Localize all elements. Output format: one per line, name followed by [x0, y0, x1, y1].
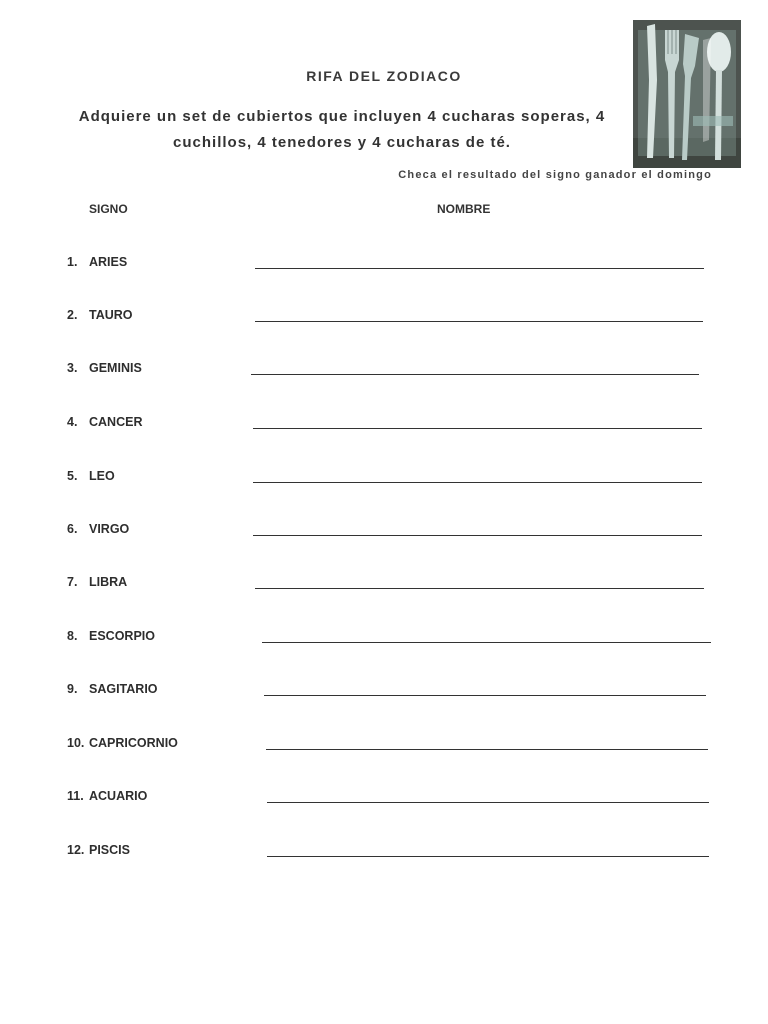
column-header-name: NOMBRE [437, 202, 491, 216]
row-number: 6. [67, 522, 78, 536]
row-number: 8. [67, 629, 78, 643]
name-line-tauro[interactable] [255, 321, 703, 322]
prize-description [62, 104, 622, 156]
sign-row-virgo [67, 522, 129, 536]
row-number: 4. [67, 415, 78, 429]
sign-label: CAPRICORNIO [89, 736, 178, 750]
prize-description-line-1: Adquiere un set de cubiertos que incluyen 4 cucharas soperas, 4 [78, 108, 606, 125]
name-line-sagitario[interactable] [264, 695, 706, 696]
name-line-aries[interactable] [255, 268, 704, 269]
sign-label: LIBRA [89, 575, 128, 589]
sign-label: ACUARIO [89, 789, 148, 803]
sign-label: SAGITARIO [89, 682, 158, 696]
sign-row-acuario [67, 789, 147, 803]
row-number: 9. [67, 682, 78, 696]
sign-row-sagitario [67, 682, 158, 696]
name-line-escorpio[interactable] [262, 642, 711, 643]
sign-row-cancer [67, 415, 142, 429]
sign-label: ESCORPIO [89, 629, 155, 643]
sign-row-libra [67, 575, 127, 589]
sign-row-aries [67, 255, 127, 269]
sign-row-leo [67, 469, 115, 483]
sign-row-escorpio [67, 629, 155, 643]
row-number: 11. [67, 789, 84, 803]
sign-row-geminis [67, 361, 142, 375]
sign-label: VIRGO [89, 522, 130, 536]
sign-row-tauro [67, 308, 133, 322]
name-line-virgo[interactable] [253, 535, 702, 536]
row-number: 7. [67, 575, 78, 589]
name-line-leo[interactable] [253, 482, 702, 483]
column-header-sign: SIGNO [89, 202, 128, 216]
cutlery-photo [633, 20, 741, 168]
cutlery-photo-icon [633, 20, 741, 168]
sign-row-piscis [67, 843, 130, 857]
result-note: Checa el resultado del signo ganador el domingo [398, 169, 712, 181]
sign-row-capricornio [67, 736, 178, 750]
row-number: 3. [67, 361, 78, 375]
prize-description-line-2: cuchillos, 4 tenedores y 4 cucharas de té. [173, 134, 511, 151]
name-line-piscis[interactable] [267, 856, 709, 857]
name-line-cancer[interactable] [253, 428, 702, 429]
row-number: 1. [67, 255, 78, 269]
name-line-geminis[interactable] [251, 374, 699, 375]
sign-label: CANCER [89, 415, 143, 429]
page-title: RIFA DEL ZODIACO [306, 68, 462, 84]
sign-label: LEO [89, 469, 115, 483]
sign-label: TAURO [89, 308, 133, 322]
row-number: 2. [67, 308, 78, 322]
row-number: 12. [67, 843, 85, 857]
name-line-acuario[interactable] [267, 802, 709, 803]
sign-label: ARIES [89, 255, 128, 269]
name-line-libra[interactable] [255, 588, 704, 589]
row-number: 10. [67, 736, 85, 750]
sign-label: GEMINIS [89, 361, 142, 375]
row-number: 5. [67, 469, 78, 483]
name-line-capricornio[interactable] [266, 749, 708, 750]
sign-label: PISCIS [89, 843, 130, 857]
